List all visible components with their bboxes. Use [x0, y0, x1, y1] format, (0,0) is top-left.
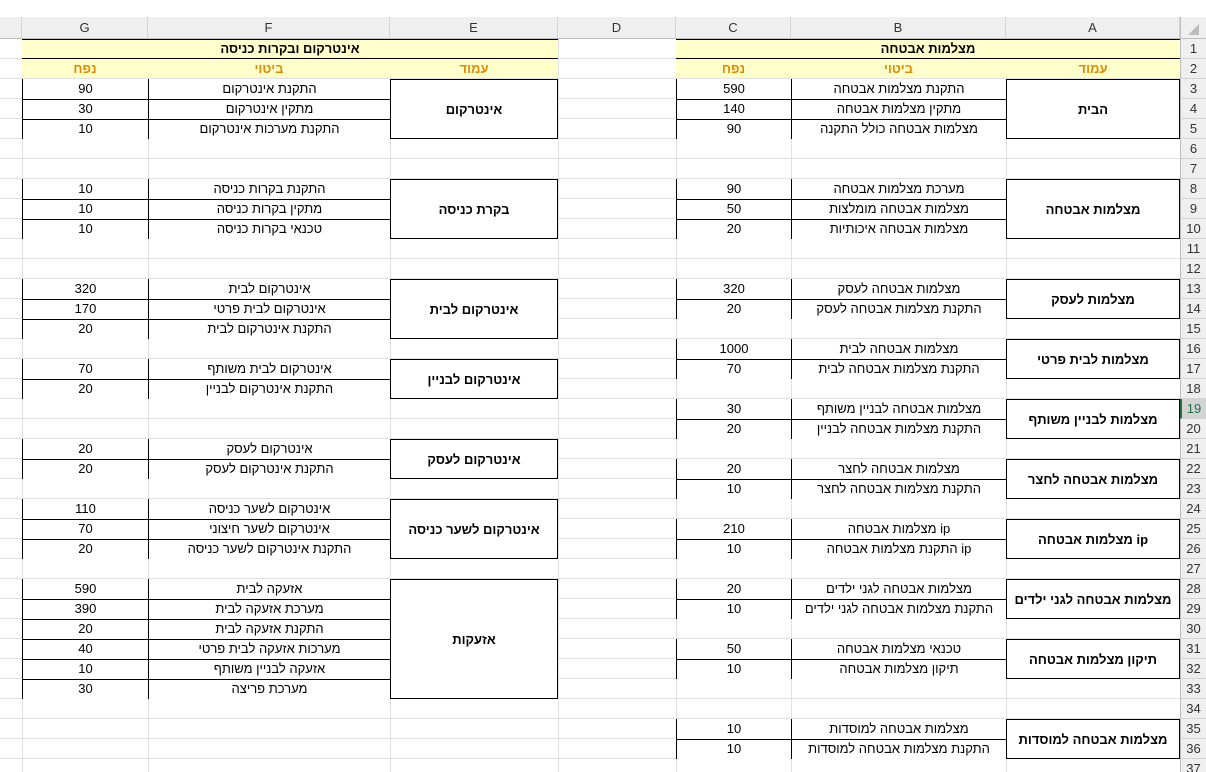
row-border	[676, 119, 1006, 120]
group-border	[557, 439, 558, 479]
expression-cell[interactable]: מצלמות אבטחה מומלצות	[792, 199, 1006, 219]
row-border	[676, 219, 1006, 220]
row-header[interactable]: 16	[1180, 339, 1206, 359]
row-header[interactable]: 37	[1180, 759, 1206, 772]
select-all-corner[interactable]	[1180, 17, 1206, 39]
row-header[interactable]: 21	[1180, 439, 1206, 459]
row-header[interactable]: 22	[1180, 459, 1206, 479]
volume-cell[interactable]: 10	[23, 179, 148, 199]
row-header[interactable]: 33	[1180, 679, 1206, 699]
expression-cell[interactable]: התקנת מצלמות אבטחה ip	[792, 539, 1006, 559]
volume-cell[interactable]: 210	[677, 519, 791, 539]
volume-cell[interactable]: 20	[677, 219, 791, 239]
volume-cell[interactable]: 20	[23, 619, 148, 639]
volume-cell[interactable]: 20	[23, 319, 148, 339]
volume-cell[interactable]: 70	[23, 519, 148, 539]
expression-cell[interactable]: התקנת אינטרקום	[149, 79, 390, 99]
volume-cell[interactable]: 90	[23, 79, 148, 99]
row-border	[22, 619, 390, 620]
group-border	[1179, 719, 1180, 759]
expression-cell[interactable]: אינטרקום לשער חיצוני	[149, 519, 390, 539]
volume-cell[interactable]: 10	[23, 219, 148, 239]
group-border	[390, 179, 391, 239]
group-border	[1006, 579, 1007, 619]
group-border	[1006, 519, 1007, 559]
category-cell[interactable]: מצלמות אבטחה לגני ילדים	[1006, 579, 1180, 619]
volume-cell[interactable]: 10	[677, 739, 791, 759]
expression-cell[interactable]: מצלמות אבטחה לחצר	[792, 459, 1006, 479]
expression-cell[interactable]: התקנת מצלמות אבטחה לגני ילדים	[792, 599, 1006, 619]
row-header[interactable]: 11	[1180, 239, 1206, 259]
row-border	[676, 99, 1006, 100]
group-border	[1006, 279, 1007, 319]
row-header[interactable]: 12	[1180, 259, 1206, 279]
expression-cell[interactable]: התקנת בקרות כניסה	[149, 179, 390, 199]
border	[676, 39, 1180, 40]
volume-cell[interactable]: 30	[677, 399, 791, 419]
group-border	[557, 359, 558, 399]
row-header[interactable]: 15	[1180, 319, 1206, 339]
expression-cell[interactable]: אינטרקום לשער כניסה	[149, 499, 390, 519]
category-cell[interactable]: מצלמות לבית פרטי	[1006, 339, 1180, 379]
row-header[interactable]: 5	[1180, 119, 1206, 139]
group-border	[390, 499, 391, 559]
expression-cell[interactable]: התקנת מצלמות אבטחה לחצר	[792, 479, 1006, 499]
row-border	[22, 119, 390, 120]
border	[22, 39, 558, 40]
volume-cell[interactable]: 30	[23, 99, 148, 119]
group-border	[557, 79, 558, 139]
group-border	[557, 579, 558, 699]
row-border	[22, 459, 390, 460]
row-border	[676, 419, 1006, 420]
row-border	[676, 479, 1006, 480]
group-border	[1006, 719, 1007, 759]
row-border	[676, 739, 1006, 740]
expression-cell[interactable]: מצלמות אבטחה ip	[792, 519, 1006, 539]
row-header[interactable]: 30	[1180, 619, 1206, 639]
row-border	[676, 599, 1006, 600]
subheader-volume: נפח	[676, 59, 791, 79]
volume-cell[interactable]: 320	[677, 279, 791, 299]
expression-cell[interactable]: מצלמות אבטחה לבית	[792, 339, 1006, 359]
volume-cell[interactable]: 20	[23, 539, 148, 559]
expression-cell[interactable]: התקנת מצלמות אבטחה לבית	[792, 359, 1006, 379]
expression-cell[interactable]: התקנת מצלמות אבטחה לבניין	[792, 419, 1006, 439]
row-border	[22, 379, 390, 380]
expression-cell[interactable]: מצלמות אבטחה למוסדות	[792, 719, 1006, 739]
expression-cell[interactable]: מצלמות אבטחה כולל התקנה	[792, 119, 1006, 139]
row-header[interactable]: 14	[1180, 299, 1206, 319]
expression-cell[interactable]: מערכות אזעקה לבית פרטי	[149, 639, 390, 659]
group-border	[557, 499, 558, 559]
expression-cell[interactable]: התקנת מצלמות אבטחה למוסדות	[792, 739, 1006, 759]
row-border	[22, 319, 390, 320]
row-header[interactable]: 1	[1180, 39, 1206, 59]
volume-cell[interactable]: 10	[677, 479, 791, 499]
category-cell[interactable]: הבית	[1006, 79, 1180, 139]
volume-cell[interactable]: 90	[677, 179, 791, 199]
row-header[interactable]: 6	[1180, 139, 1206, 159]
subheader-category: עמוד	[1006, 59, 1180, 79]
volume-cell[interactable]: 30	[23, 679, 148, 699]
row-header[interactable]: 10	[1180, 219, 1206, 239]
column-header-c[interactable]: C	[676, 17, 791, 39]
expression-cell[interactable]: תיקון מצלמות אבטחה	[792, 659, 1006, 679]
expression-cell[interactable]: התקנת מערכות אינטרקום	[149, 119, 390, 139]
volume-cell[interactable]: 90	[677, 119, 791, 139]
expression-cell[interactable]: התקנת אינטרקום לעסק	[149, 459, 390, 479]
expression-cell[interactable]: אינטרקום לעסק	[149, 439, 390, 459]
group-border	[1179, 519, 1180, 559]
volume-cell[interactable]: 590	[677, 79, 791, 99]
group-border	[1179, 279, 1180, 319]
volume-cell[interactable]: 10	[677, 719, 791, 739]
row-header[interactable]: 23	[1180, 479, 1206, 499]
row-border	[22, 639, 390, 640]
expression-cell[interactable]: אזעקה לבניין משותף	[149, 659, 390, 679]
group-border	[1006, 339, 1007, 379]
expression-cell[interactable]: התקנת אינטרקום לשער כניסה	[149, 539, 390, 559]
group-border	[390, 439, 391, 479]
column-header-gutter	[0, 17, 22, 39]
volume-cell[interactable]: 170	[23, 299, 148, 319]
subheader-expression: ביטוי	[791, 59, 1006, 79]
row-border	[22, 299, 390, 300]
row-border	[22, 659, 390, 660]
group-border	[557, 279, 558, 339]
volume-cell[interactable]: 20	[23, 439, 148, 459]
group-border	[390, 579, 391, 699]
row-header[interactable]: 31	[1180, 639, 1206, 659]
volume-cell[interactable]: 10	[23, 119, 148, 139]
volume-cell[interactable]: 20	[677, 579, 791, 599]
expression-cell[interactable]: אינטרקום לבית פרטי	[149, 299, 390, 319]
expression-cell[interactable]: טכנאי בקרות כניסה	[149, 219, 390, 239]
group-border	[1179, 459, 1180, 499]
category-cell[interactable]: מצלמות אבטחה לחצר	[1006, 459, 1180, 499]
column-header-a[interactable]: A	[1006, 17, 1180, 39]
expression-cell[interactable]: התקנת מצלמות אבטחה	[792, 79, 1006, 99]
row-header[interactable]: 35	[1180, 719, 1206, 739]
row-border	[676, 299, 1006, 300]
row-header[interactable]: 36	[1180, 739, 1206, 759]
row-border	[676, 359, 1006, 360]
volume-cell[interactable]: 10	[677, 599, 791, 619]
row-header[interactable]: 19	[1180, 399, 1206, 419]
volume-cell[interactable]: 70	[677, 359, 791, 379]
volume-cell[interactable]: 390	[23, 599, 148, 619]
col-gridline	[558, 39, 559, 772]
row-header[interactable]: 32	[1180, 659, 1206, 679]
expression-cell[interactable]: אינטרקום לבית	[149, 279, 390, 299]
row-header[interactable]: 9	[1180, 199, 1206, 219]
column-header-e[interactable]: E	[390, 17, 558, 39]
subheader-expression: ביטוי	[148, 59, 390, 79]
row-border	[22, 99, 390, 100]
volume-cell[interactable]: 20	[23, 459, 148, 479]
volume-cell[interactable]: 590	[23, 579, 148, 599]
volume-cell[interactable]: 10	[677, 539, 791, 559]
volume-cell[interactable]: 40	[23, 639, 148, 659]
row-border	[676, 539, 1006, 540]
column-header-f[interactable]: F	[148, 17, 390, 39]
row-border	[676, 659, 1006, 660]
volume-cell[interactable]: 10	[677, 659, 791, 679]
row-header[interactable]: 34	[1180, 699, 1206, 719]
column-header-b[interactable]: B	[791, 17, 1006, 39]
expression-cell[interactable]: מערכת אזעקה לבית	[149, 599, 390, 619]
expression-cell[interactable]: אזעקה לבית	[149, 579, 390, 599]
column-header-g[interactable]: G	[22, 17, 148, 39]
expression-cell[interactable]: מתקין אינטרקום	[149, 99, 390, 119]
expression-cell[interactable]: מתקין בקרות כניסה	[149, 199, 390, 219]
expression-cell[interactable]: התקנת אינטרקום לבניין	[149, 379, 390, 399]
row-border	[676, 199, 1006, 200]
volume-cell[interactable]: 320	[23, 279, 148, 299]
section-title: מצלמות אבטחה	[676, 39, 1180, 59]
row-header[interactable]: 7	[1180, 159, 1206, 179]
volume-cell[interactable]: 70	[23, 359, 148, 379]
category-cell[interactable]: אינטרקום לבניין	[390, 359, 558, 399]
group-border	[1179, 79, 1180, 139]
volume-cell[interactable]: 110	[23, 499, 148, 519]
group-border	[1179, 639, 1180, 679]
group-border	[1179, 579, 1180, 619]
row-border	[22, 679, 390, 680]
group-border	[1006, 79, 1007, 139]
row-header[interactable]: 25	[1180, 519, 1206, 539]
expression-cell[interactable]: מתקין מצלמות אבטחה	[792, 99, 1006, 119]
group-border	[557, 179, 558, 239]
row-header[interactable]: 24	[1180, 499, 1206, 519]
expression-cell[interactable]: מצלמות אבטחה לעסק	[792, 279, 1006, 299]
expression-cell[interactable]: התקנת אזעקה לבית	[149, 619, 390, 639]
volume-cell[interactable]: 20	[677, 459, 791, 479]
subheader-volume: נפח	[22, 59, 148, 79]
category-cell[interactable]: מצלמות לבניין משותף	[1006, 399, 1180, 439]
category-cell[interactable]: מצלמות אבטחה למוסדות	[1006, 719, 1180, 759]
expression-cell[interactable]: מערכת מצלמות אבטחה	[792, 179, 1006, 199]
volume-cell[interactable]: 50	[677, 199, 791, 219]
section-title: אינטרקום ובקרות כניסה	[22, 39, 558, 59]
expression-cell[interactable]: אינטרקום לבית משותף	[149, 359, 390, 379]
volume-cell[interactable]: 140	[677, 99, 791, 119]
expression-cell[interactable]: מצלמות אבטחה איכותיות	[792, 219, 1006, 239]
row-header[interactable]: 17	[1180, 359, 1206, 379]
row-header[interactable]: 3	[1180, 79, 1206, 99]
row-header[interactable]: 4	[1180, 99, 1206, 119]
row-header[interactable]: 2	[1180, 59, 1206, 79]
expression-cell[interactable]: מצלמות אבטחה לבניין משותף	[792, 399, 1006, 419]
spreadsheet-grid[interactable]	[0, 17, 1206, 772]
subheader-category: עמוד	[390, 59, 558, 79]
formula-bar-area	[0, 0, 1206, 18]
row-gridline	[0, 258, 1180, 259]
expression-cell[interactable]: מערכת פריצה	[149, 679, 390, 699]
select-all-triangle-icon	[1188, 24, 1199, 35]
row-header[interactable]: 28	[1180, 579, 1206, 599]
row-header[interactable]: 13	[1180, 279, 1206, 299]
group-border	[1006, 459, 1007, 499]
row-border	[22, 539, 390, 540]
category-cell[interactable]: אינטרקום לבית	[390, 279, 558, 339]
category-cell[interactable]: מצלמות אבטחה	[1006, 179, 1180, 239]
row-border	[22, 599, 390, 600]
category-cell[interactable]: אינטרקום לעסק	[390, 439, 558, 479]
category-cell[interactable]: אינטרקום	[390, 79, 558, 139]
category-cell[interactable]: אינטרקום לשער כניסה	[390, 499, 558, 559]
volume-cell[interactable]: 1000	[677, 339, 791, 359]
row-header[interactable]: 26	[1180, 539, 1206, 559]
group-border	[390, 279, 391, 339]
group-border	[390, 79, 391, 139]
row-border	[22, 219, 390, 220]
column-header-d[interactable]: D	[558, 17, 676, 39]
group-border	[1006, 179, 1007, 239]
category-cell[interactable]: מצלמות לעסק	[1006, 279, 1180, 319]
category-cell[interactable]: מצלמות אבטחה ip	[1006, 519, 1180, 559]
expression-cell[interactable]: התקנת מצלמות אבטחה לעסק	[792, 299, 1006, 319]
volume-cell[interactable]: 20	[23, 379, 148, 399]
group-border	[1179, 339, 1180, 379]
expression-cell[interactable]: התקנת אינטרקום לבית	[149, 319, 390, 339]
category-cell[interactable]: בקרת כניסה	[390, 179, 558, 239]
row-header[interactable]: 8	[1180, 179, 1206, 199]
row-header[interactable]: 27	[1180, 559, 1206, 579]
row-border	[22, 519, 390, 520]
row-border	[22, 199, 390, 200]
group-border	[1179, 399, 1180, 439]
volume-cell[interactable]: 10	[23, 199, 148, 219]
volume-cell[interactable]: 20	[677, 299, 791, 319]
row-header[interactable]: 20	[1180, 419, 1206, 439]
expression-cell[interactable]: מצלמות אבטחה לגני ילדים	[792, 579, 1006, 599]
group-border	[1179, 179, 1180, 239]
expression-cell[interactable]: טכנאי מצלמות אבטחה	[792, 639, 1006, 659]
category-cell[interactable]: תיקון מצלמות אבטחה	[1006, 639, 1180, 679]
row-header[interactable]: 18	[1180, 379, 1206, 399]
volume-cell[interactable]: 20	[677, 419, 791, 439]
group-border	[1006, 639, 1007, 679]
category-cell[interactable]: אזעקות	[390, 579, 558, 699]
group-border	[390, 359, 391, 399]
group-border	[1006, 399, 1007, 439]
row-gridline	[0, 158, 1180, 159]
volume-cell[interactable]: 10	[23, 659, 148, 679]
row-header[interactable]: 29	[1180, 599, 1206, 619]
volume-cell[interactable]: 50	[677, 639, 791, 659]
